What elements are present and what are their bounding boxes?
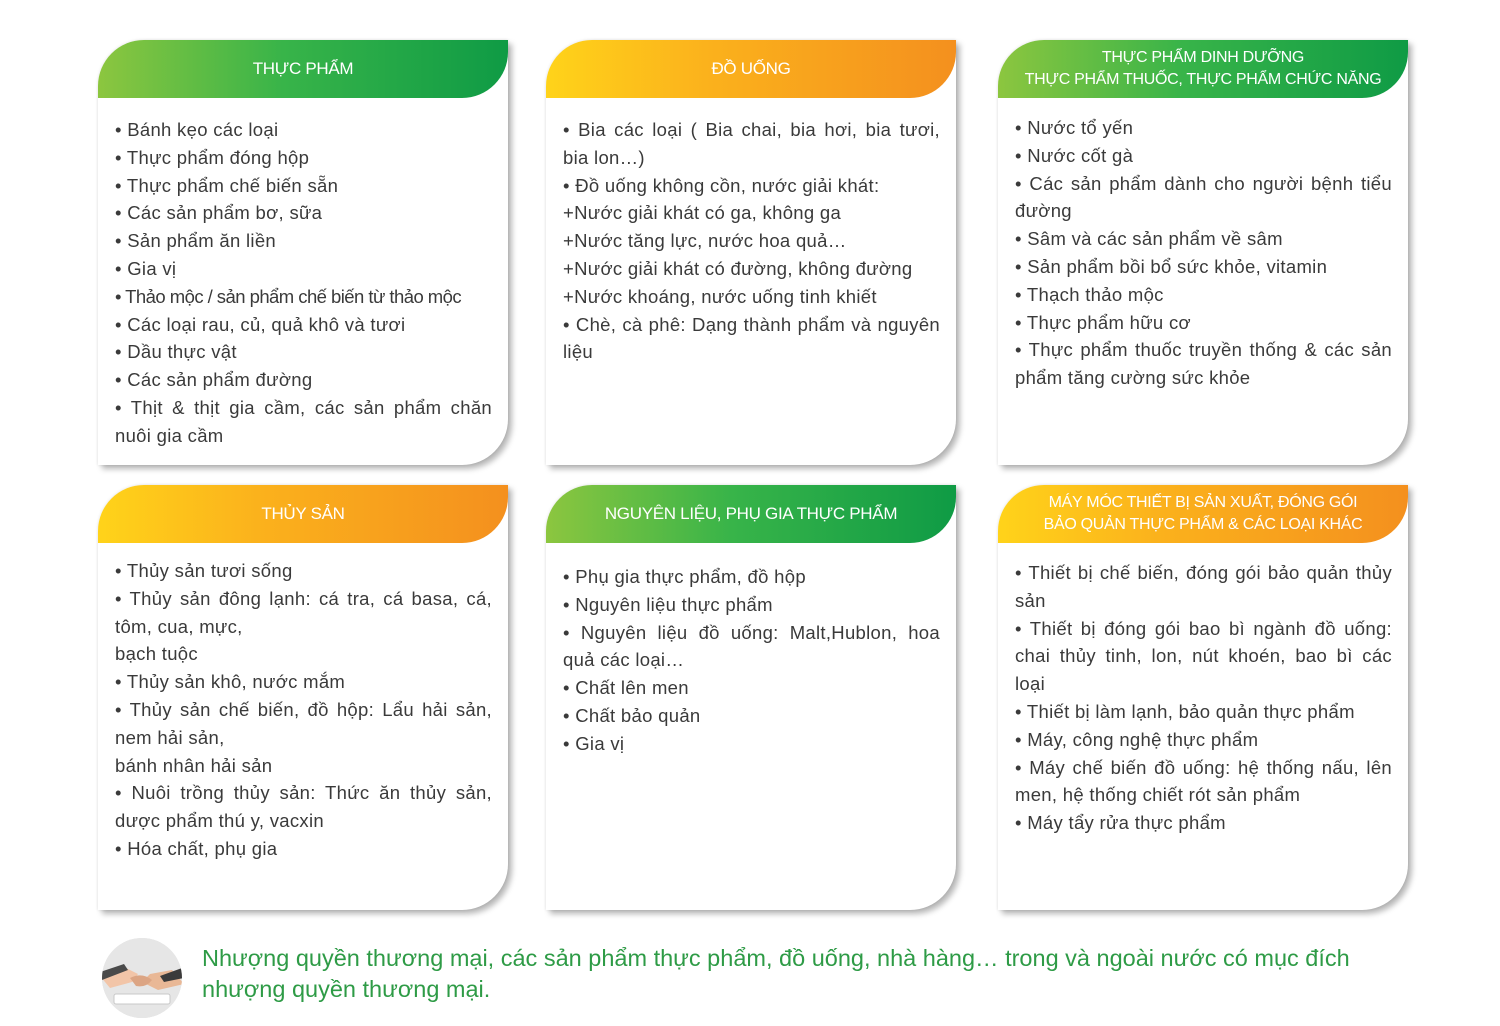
card-thuy-san — [98, 485, 508, 910]
list-item: • Gia vị — [563, 732, 625, 754]
footer-text-line: nhượng quyền thương mại. — [202, 976, 491, 1002]
list-item: +Nước giải khát có ga, không ga — [563, 202, 842, 224]
card-title: MÁY MÓC THIẾT BỊ SẢN XUẤT, ĐÓNG GÓI — [1048, 494, 1358, 511]
list-item: bánh nhân hải sản — [115, 754, 273, 776]
list-item: • Chất lên men — [563, 677, 689, 699]
card-header — [998, 485, 1408, 543]
list-item: • Phụ gia thực phẩm, đồ hộp — [563, 566, 806, 587]
list-item: • Nguyên liệu thực phẩm — [563, 593, 773, 615]
list-item: • Thịt & thịt gia cầm, các sản phẩm chăn nuôi gia cầm — [115, 396, 492, 446]
list-item: • Các loại rau, củ, quả khô và tươi — [115, 313, 406, 335]
list-item: • Gia vị — [115, 257, 177, 279]
list-item: • Thạch thảo mộc — [1015, 283, 1164, 305]
list-item: • Nguyên liệu đồ uống: Malt,Hublon, hoa quả các loại… — [563, 621, 940, 671]
list-item: • Các sản phẩm đường — [115, 369, 313, 391]
card-subtitle: BẢO QUẢN THỰC PHẨM & CÁC LOẠI KHÁC — [1043, 516, 1363, 533]
list-item: • Thảo mộc / sản phẩm chế biến từ thảo mộc — [115, 285, 462, 307]
list-item: • Dầu thực vật — [115, 341, 237, 363]
card-thuc-pham — [98, 40, 508, 465]
list-item: • Nước cốt gà — [1015, 144, 1134, 166]
card-body — [115, 116, 492, 450]
list-item: • Máy tẩy rửa thực phẩm — [1015, 812, 1226, 834]
list-item: • Sâm và các sản phẩm về sâm — [1015, 228, 1283, 250]
list-item: • Nước tổ yến — [1015, 117, 1134, 138]
list-item: • Sản phẩm ăn liền — [115, 230, 277, 252]
card-title: THỦY SẢN — [261, 504, 345, 523]
list-item: • Các sản phẩm bơ, sữa — [115, 202, 323, 224]
card-header — [98, 485, 508, 543]
card-title: ĐỒ UỐNG — [711, 59, 791, 78]
list-item: • Nuôi trồng thủy sản: Thức ăn thủy sản, dược phẩm thú y, vacxin — [115, 782, 492, 832]
card-body — [1015, 114, 1392, 392]
card-header — [998, 40, 1408, 98]
card-do-uong — [546, 40, 956, 465]
card-title: THỰC PHẨM DINH DƯỠNG — [1101, 49, 1305, 66]
list-item: • Đồ uống không cồn, nước giải khát: — [563, 174, 880, 196]
list-item: • Chất bảo quản — [563, 704, 701, 726]
card-header — [546, 40, 956, 98]
list-item: • Các sản phẩm dành cho người bệnh tiểu đường — [1015, 172, 1392, 222]
card-body — [563, 116, 940, 366]
list-item: • Thủy sản chế biến, đồ hộp: Lẩu hải sản, nem hải sản, — [115, 698, 492, 748]
card-body — [1015, 559, 1392, 837]
card-subtitle: THỰC PHẨM THUỐC, THỰC PHẨM CHỨC NĂNG — [1024, 71, 1382, 88]
list-item: • Thủy sản khô, nước mắm — [115, 671, 346, 693]
list-item: • Thực phẩm thuốc truyền thống & các sản phẩm tăng cường sức khỏe — [1015, 339, 1392, 389]
list-item: • Bia các loại ( Bia chai, bia hơi, bia tươi, bia lon…) — [563, 119, 940, 168]
footer-text-line: Nhượng quyền thương mại, các sản phẩm thực phẩm, đồ uống, nhà hàng… trong và ngoài nước có mục đích — [202, 945, 1350, 971]
list-item: +Nước khoáng, nước uống tinh khiết — [563, 285, 877, 307]
card-title: THỰC PHẨM — [252, 59, 354, 78]
list-item: • Chè, cà phê: Dạng thành phẩm và nguyên liệu — [563, 313, 940, 363]
card-body — [563, 563, 940, 758]
card-header — [546, 485, 956, 543]
list-item: bạch tuộc — [115, 643, 198, 665]
card-title: NGUYÊN LIỆU, PHỤ GIA THỰC PHẨM — [604, 504, 898, 523]
list-item: • Thủy sản đông lạnh: cá tra, cá basa, cá, tôm, cua, mực, — [115, 587, 492, 637]
handshake-illustration — [102, 938, 182, 1018]
list-item: • Thực phẩm đóng hộp — [115, 146, 310, 168]
list-item: • Thực phẩm chế biến sẵn — [115, 174, 339, 196]
list-item: +Nước giải khát có đường, không đường — [563, 257, 913, 279]
list-item: • Thủy sản tươi sống — [115, 560, 293, 581]
card-body — [115, 557, 492, 863]
list-item: • Sản phẩm bồi bổ sức khỏe, vitamin — [1015, 255, 1328, 277]
list-item: • Thiết bị chế biến, đóng gói bảo quản thủy sản — [1015, 562, 1392, 611]
list-item: +Nước tăng lực, nước hoa quả… — [563, 230, 847, 252]
handshake-icon — [102, 938, 182, 1018]
list-item: • Thiết bị đóng gói bao bì ngành đồ uống: chai thủy tinh, lon, nút khoén, bao bì các loại — [1015, 617, 1392, 695]
list-item: • Máy chế biến đồ uống: hệ thống nấu, lên men, hệ thống chiết rót sản phẩm — [1015, 756, 1392, 806]
footer-text — [202, 943, 1402, 1005]
card-may-moc — [998, 485, 1408, 910]
list-item: • Bánh kẹo các loại — [115, 119, 279, 140]
card-header — [98, 40, 508, 98]
card-thuc-pham-dinh-duong — [998, 40, 1408, 465]
list-item: • Thiết bị làm lạnh, bảo quản thực phẩm — [1015, 700, 1355, 722]
list-item: • Thực phẩm hữu cơ — [1015, 311, 1191, 333]
card-nguyen-lieu — [546, 485, 956, 910]
list-item: • Máy, công nghệ thực phẩm — [1015, 728, 1259, 750]
list-item: • Hóa chất, phụ gia — [115, 837, 278, 859]
